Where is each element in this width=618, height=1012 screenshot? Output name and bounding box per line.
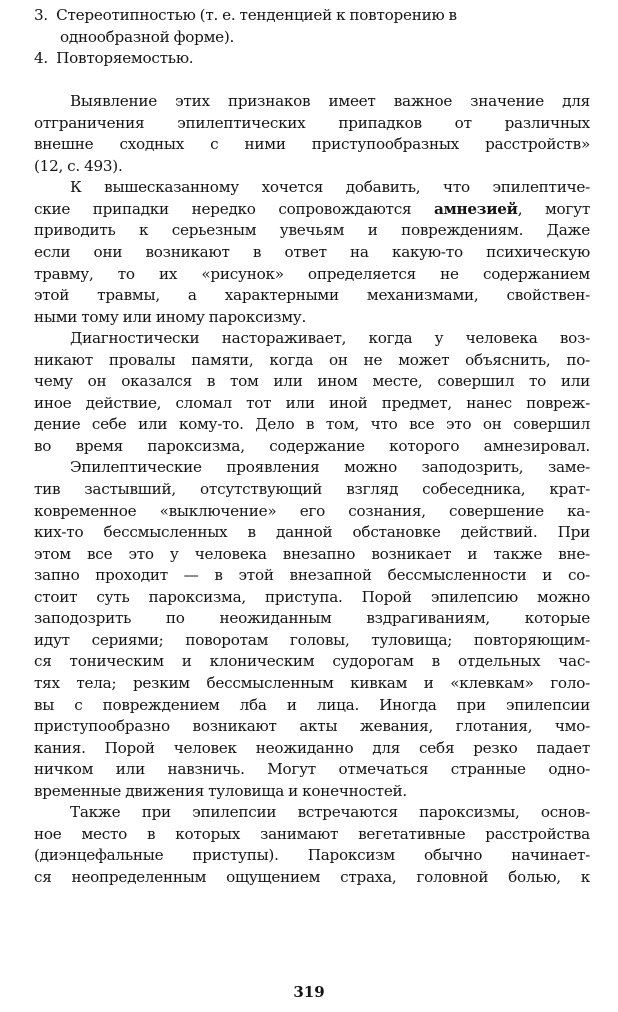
paragraph-3-line: никают провалы памяти, когда он не может объяснить, по-	[34, 350, 590, 369]
paragraph-gap	[34, 70, 590, 92]
paragraph-2-line: К вышесказанному хочется добавить, что эпилептиче-	[70, 178, 590, 197]
paragraph-4-line: ся тоническим и клоническим судорогам в отдельных час-	[34, 652, 590, 671]
paragraph-4-line: ничком или навзничь. Могут отмечаться странные одно-	[34, 760, 590, 779]
paragraph-3-line: чему он оказался в том или ином месте, совершил то или	[34, 372, 590, 391]
paragraph-2-line: ными тому или иному пароксизму.	[34, 307, 307, 326]
paragraph-4-line: ковременное «выключение» его сознания, совершение ка-	[34, 501, 590, 520]
paragraph-2-line: травму, то их «рисунок» определяется не содержанием	[34, 264, 590, 283]
paragraph-3	[34, 328, 590, 457]
paragraph-1-line: Выявление этих признаков имеет важное значение для	[70, 92, 590, 111]
paragraph-5-line: (диэнцефальные приступы). Пароксизм обычно начинает-	[34, 846, 590, 865]
paragraph-1-line: внешне сходных с ними приступообразных расстройств»	[34, 135, 590, 154]
bold-term-amnesia: амнезией	[434, 199, 518, 218]
paragraph-4-line: кания. Порой человек неожиданно для себя резко падает	[34, 738, 590, 757]
list-item-3	[34, 5, 590, 48]
paragraph-4-line: тях тела; резким бессмысленным кивкам и «клевкам» голо-	[34, 673, 590, 692]
paragraph-2-line	[34, 199, 590, 221]
paragraph-2-line: этой травмы, а характерными механизмами, свойствен-	[34, 286, 590, 305]
paragraph-3-line: во время пароксизма, содержание которого амнезировал.	[34, 436, 590, 455]
paragraph-3-line: Диагностически настораживает, когда у человека воз-	[70, 329, 590, 348]
paragraph-2	[34, 177, 590, 328]
paragraph-4-line: приступообразно возникают акты жевания, глотания, чмо-	[34, 717, 590, 736]
paragraph-4-line: заподозрить по неожиданным вздрагиваниям, которые	[34, 609, 590, 628]
list-item-3-text: Стереотипностью (т. е. тенденцией к повторению в	[56, 6, 457, 24]
paragraph-2-line: приводить к серьезным увечьям и повреждениям. Даже	[34, 221, 590, 240]
paragraph-4-line: этом все это у человека внезапно возникает и также вне-	[34, 544, 590, 563]
paragraph-4	[34, 457, 590, 802]
paragraph-1-line: (12, с. 493).	[34, 156, 123, 175]
paragraph-4-line: стоит суть пароксизма, приступа. Порой эпилепсию можно	[34, 587, 590, 606]
paragraph-1	[34, 91, 590, 177]
paragraph-2-text: , могут	[517, 199, 590, 218]
page-number: 319	[293, 983, 325, 1001]
paragraph-5-line: Также при эпилепсии встречаются пароксизмы, основ-	[70, 803, 590, 822]
paragraph-1-line: отграничения эпилептических припадков от различных	[34, 113, 590, 132]
paragraph-4-line: вы с повреждением лба и лица. Иногда при эпилепсии	[34, 695, 590, 714]
list-item-4-number: 4.	[34, 49, 48, 68]
paragraph-2-text: ские припадки нередко сопровождаются	[34, 199, 434, 218]
paragraph-5-line: ся неопределенным ощущением страха, головной болью, к	[34, 867, 590, 886]
list-item-3-line-1	[34, 5, 590, 27]
paragraph-3-line: дение себе или кому-то. Дело в том, что все это он совершил	[34, 415, 590, 434]
list-item-3-line-2: однообразной форме).	[60, 27, 235, 46]
paragraph-4-line: запно проходит — в этой внезапной бессмысленности и со-	[34, 566, 590, 585]
list-item-4	[34, 48, 590, 70]
page-body-text	[34, 5, 590, 888]
paragraph-4-line: идут сериями; поворотам головы, туловища; повторяющим-	[34, 630, 590, 649]
paragraph-3-line: иное действие, сломал тот или иной предмет, нанес повреж-	[34, 393, 590, 412]
paragraph-4-line: Эпилептические проявления можно заподозрить, заме-	[70, 458, 590, 477]
paragraph-5	[34, 802, 590, 888]
paragraph-4-line: временные движения туловища и конечностей.	[34, 781, 408, 800]
paragraph-4-line: тив застывший, отсутствующий взгляд собеседника, крат-	[34, 480, 590, 499]
list-item-3-number: 3.	[34, 6, 48, 24]
paragraph-4-line: ких-то бессмысленных в данной обстановке действий. При	[34, 523, 590, 542]
list-item-4-line-1	[34, 48, 590, 70]
paragraph-2-line: если они возникают в ответ на какую-то психическую	[34, 243, 590, 262]
paragraph-5-line: ное место в которых занимают вегетативные расстройства	[34, 824, 590, 843]
list-item-4-text: Повторяемостью.	[56, 49, 194, 68]
